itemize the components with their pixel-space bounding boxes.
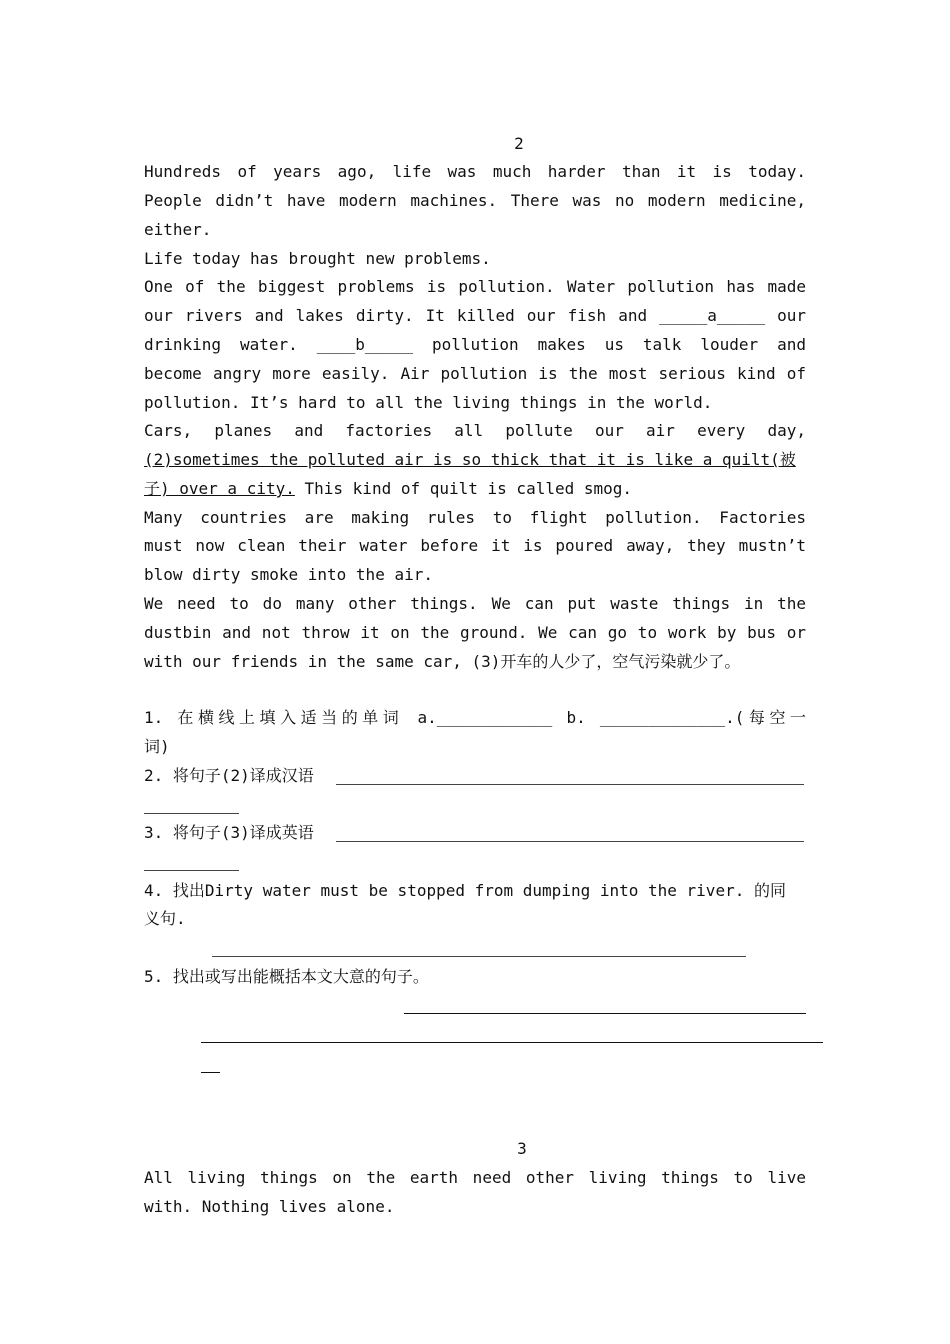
question-4: 4. 找出Dirty water must be stopped from dumping into the river. 的同 (144, 881, 786, 900)
paragraph-line: One of the biggest problems is pollution. Water pollution has made (144, 277, 806, 296)
answer-line[interactable] (336, 784, 804, 785)
paragraph-line: Cars, planes and factories all pollute our air every day, (144, 421, 806, 440)
paragraph-line: Hundreds of years ago, life was much harder than it is today. (144, 162, 806, 181)
question-1-cont: 词) (144, 737, 170, 756)
question-4-cont: 义句. (144, 909, 186, 928)
paragraph-line: dustbin and not throw it on the ground. We can go to work by bus or (144, 623, 806, 642)
question-5: 5. 找出或写出能概括本文大意的句子。 (144, 967, 429, 986)
question-3: 3. 将句子(3)译成英语 (144, 823, 314, 842)
paragraph-line: drinking water. ____b_____ pollution makes us talk louder and (144, 335, 806, 354)
answer-line[interactable] (404, 1013, 806, 1014)
paragraph-line: Many countries are making rules to flight pollution. Factories (144, 508, 806, 527)
underlined-sentence: (2)sometimes the polluted air is so thick that it is like a quilt(被 (144, 450, 796, 469)
section-number: 3 (517, 1139, 527, 1158)
underlined-sentence-end: 子) over a city. (144, 479, 295, 498)
paragraph-line: either. (144, 220, 212, 239)
answer-line[interactable] (212, 956, 746, 957)
paragraph-line: pollution. It’s hard to all the living things in the world. (144, 393, 713, 412)
answer-line[interactable] (201, 1042, 823, 1043)
question-2: 2. 将句子(2)译成汉语 (144, 766, 314, 785)
paragraph-line: become angry more easily. Air pollution is the most serious kind of (144, 364, 806, 383)
paragraph-line: People didn’t have modern machines. There was no modern medicine, (144, 191, 806, 210)
paragraph-line: our rivers and lakes dirty. It killed our fish and _____a_____ our (144, 306, 806, 325)
answer-line[interactable] (201, 1072, 220, 1073)
answer-line[interactable] (336, 841, 804, 842)
paragraph-line: Life today has brought new problems. (144, 249, 491, 268)
paragraph-line: We need to do many other things. We can put waste things in the (144, 594, 806, 613)
section-number: 2 (514, 134, 524, 153)
answer-line[interactable] (144, 813, 239, 814)
paragraph-line: blow dirty smoke into the air. (144, 565, 433, 584)
paragraph-text: This kind of quilt is called smog. (294, 479, 633, 498)
paragraph-line: with our friends in the same car, (3)开车的人少了，空气污染就少了。 (144, 652, 741, 671)
question-1: 1. 在横线上填入适当的单词 a.____________ b. _____________.(每空一 (144, 708, 806, 727)
paragraph-line (144, 475, 806, 503)
paragraph-line: with. Nothing lives alone. (144, 1197, 395, 1216)
paragraph-line: All living things on the earth need other living things to live (144, 1168, 806, 1187)
paragraph-line: must now clean their water before it is poured away, they mustn’t (144, 536, 806, 555)
answer-line[interactable] (144, 870, 239, 871)
